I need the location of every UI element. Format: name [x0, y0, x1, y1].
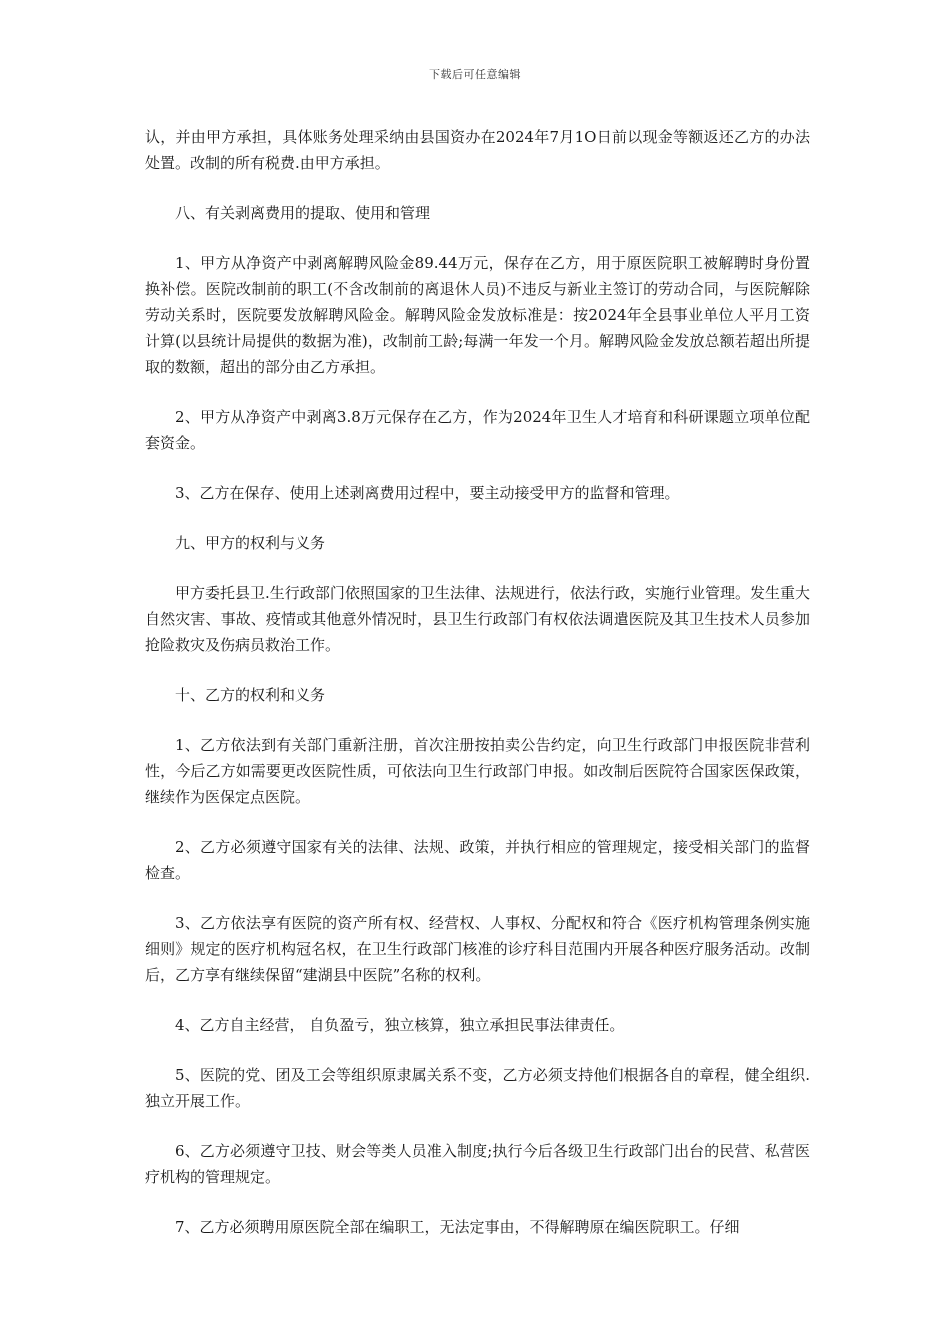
paragraph-10-7: 7、乙方必须聘用原医院全部在编职工，无法定事由，不得解聘原在编医院职工。仔细	[175, 1218, 740, 1236]
section-heading-9: 九、甲方的权利与义务	[175, 534, 326, 552]
paragraph-8-2: 2、甲方从净资产中剥离3.8万元保存在乙方，作为2024年卫生人才培育和科研课题立项单位配套资金。	[145, 408, 810, 452]
paragraph-10-4: 4、乙方自主经营， 自负盈亏，独立核算，独立承担民事法律责任。	[175, 1016, 625, 1034]
paragraph-10-2: 2、乙方必须遵守国家有关的法律、法规、政策，并执行相应的管理规定，接受相关部门的监督检查。	[145, 838, 810, 882]
paragraph-10-5: 5、医院的党、团及工会等组织原隶属关系不变，乙方必须支持他们根据各自的章程，健全组织.独立开展工作。	[145, 1066, 810, 1110]
paragraph-10-1: 1、乙方依法到有关部门重新注册，首次注册按拍卖公告约定，向卫生行政部门申报医院非营利性，今后乙方如需要更改医院性质，可依法向卫生行政部门申报。如改制后医院符合国家医保政策，继续作为医保定点医院。	[145, 736, 810, 806]
paragraph-9-body: 甲方委托县卫.生行政部门依照国家的卫生法律、法规进行，依法行政，实施行业管理。发生重大自然灾害、事故、疫情或其他意外情况时，县卫生行政部门有权依法调遣医院及其卫生技术人员参加抢险救灾及伤病员救治工作。	[145, 584, 810, 654]
page-header: 下载后可任意编辑	[429, 68, 521, 81]
paragraph-8-3: 3、乙方在保存、使用上述剥离费用过程中，要主动接受甲方的监督和管理。	[175, 484, 680, 502]
document-body	[145, 124, 810, 1264]
paragraph-continuation: 认，并由甲方承担，具体账务处理采纳由县国资办在2024年7月1O日前以现金等额返还乙方的办法处置。改制的所有税费.由甲方承担。	[145, 128, 810, 172]
paragraph-10-3: 3、乙方依法享有医院的资产所有权、经营权、人事权、分配权和符合《医疗机构管理条例实施细则》规定的医疗机构冠名权，在卫生行政部门核准的诊疗科目范围内开展各种医疗服务活动。改制后，乙方享有继续保留“建湖县中医院”名称的权利。	[145, 914, 810, 984]
paragraph-8-1: 1、甲方从净资产中剥离解聘风险金89.44万元，保存在乙方，用于原医院职工被解聘时身份置换补偿。医院改制前的职工(不含改制前的离退休人员)不违反与新业主签订的劳动合同，与医院解除劳动关系时，医院要发放解聘风险金。解聘风险金发放标准是：按2024年全县事业单位人平月工资计算(以县统计局提供的数据为准)，改制前工龄;每满一年发一个月。解聘风险金发放总额若超出所提取的数额，超出的部分由乙方承担。	[145, 254, 810, 376]
paragraph-10-6: 6、乙方必须遵守卫技、财会等类人员准入制度;执行今后各级卫生行政部门出台的民营、私营医疗机构的管理规定。	[145, 1142, 810, 1186]
section-heading-8: 八、有关剥离费用的提取、使用和管理	[175, 204, 431, 222]
section-heading-10: 十、乙方的权利和义务	[175, 686, 326, 704]
